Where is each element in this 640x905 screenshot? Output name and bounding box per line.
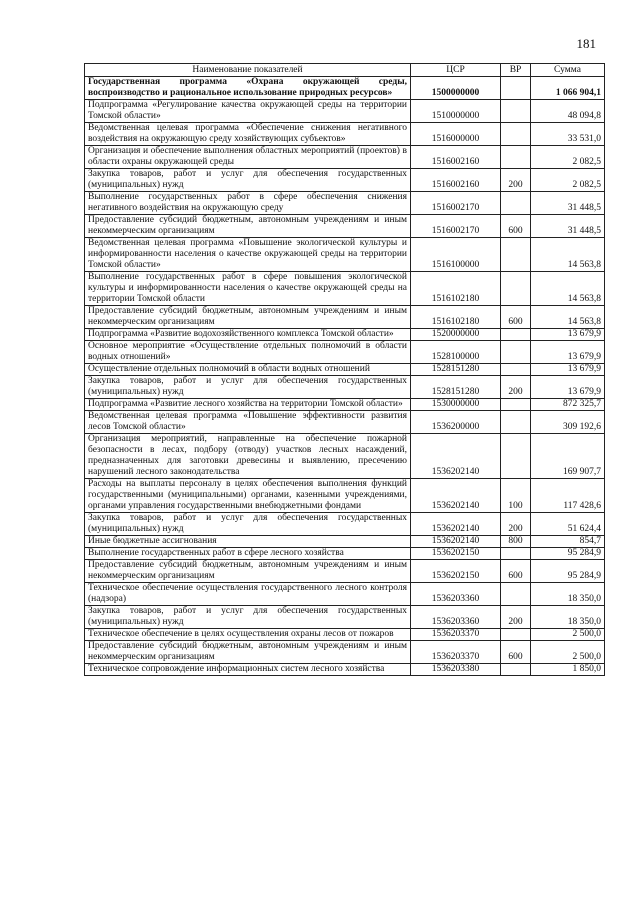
row-name-cell: Закупка товаров, работ и услуг для обеспечения государственных (муниципальных) нужд bbox=[85, 606, 411, 629]
row-csr-cell: 1500000000 bbox=[411, 77, 501, 100]
table-row bbox=[85, 169, 605, 192]
row-vr-cell: 200 bbox=[501, 606, 531, 629]
row-name-cell: Ведомственная целевая программа «Повышение экологической культуры и информированности населения о качестве окружающей среды на территории Томской области» bbox=[85, 238, 411, 272]
row-sum-cell: 31 448,5 bbox=[531, 192, 605, 215]
row-sum-cell: 2 082,5 bbox=[531, 169, 605, 192]
row-vr-cell bbox=[501, 100, 531, 123]
row-sum-cell: 169 907,7 bbox=[531, 434, 605, 479]
row-vr-cell bbox=[501, 583, 531, 606]
row-sum-cell: 33 531,0 bbox=[531, 123, 605, 146]
table-row bbox=[85, 376, 605, 399]
row-name-cell: Техническое обеспечение осуществления государственного лесного контроля (надзора) bbox=[85, 583, 411, 606]
row-vr-cell: 600 bbox=[501, 641, 531, 664]
table-row bbox=[85, 583, 605, 606]
row-sum-cell: 854,7 bbox=[531, 536, 605, 548]
table-row bbox=[85, 664, 605, 676]
row-sum-cell: 2 082,5 bbox=[531, 146, 605, 169]
row-vr-cell: 600 bbox=[501, 215, 531, 238]
row-vr-cell bbox=[501, 364, 531, 376]
row-name-cell: Подпрограмма «Развитие лесного хозяйства на территории Томской области» bbox=[85, 399, 411, 411]
row-name-cell: Выполнение государственных работ в сфере лесного хозяйства bbox=[85, 548, 411, 560]
row-sum-cell: 48 094,8 bbox=[531, 100, 605, 123]
row-sum-cell: 18 350,0 bbox=[531, 606, 605, 629]
row-vr-cell: 200 bbox=[501, 513, 531, 536]
row-csr-cell: 1516000000 bbox=[411, 123, 501, 146]
row-vr-cell: 200 bbox=[501, 376, 531, 399]
row-vr-cell bbox=[501, 434, 531, 479]
row-vr-cell: 200 bbox=[501, 169, 531, 192]
row-csr-cell: 1536202140 bbox=[411, 434, 501, 479]
row-sum-cell: 1 066 904,1 bbox=[531, 77, 605, 100]
row-vr-cell bbox=[501, 629, 531, 641]
row-vr-cell bbox=[501, 411, 531, 434]
row-csr-cell: 1528100000 bbox=[411, 341, 501, 364]
table-row bbox=[85, 146, 605, 169]
row-csr-cell: 1536203370 bbox=[411, 629, 501, 641]
table-row bbox=[85, 123, 605, 146]
row-sum-cell: 1 850,0 bbox=[531, 664, 605, 676]
table-row bbox=[85, 513, 605, 536]
table-row bbox=[85, 548, 605, 560]
row-sum-cell: 51 624,4 bbox=[531, 513, 605, 536]
table-row bbox=[85, 411, 605, 434]
column-header-csr: ЦСР bbox=[411, 64, 501, 77]
row-csr-cell: 1536203380 bbox=[411, 664, 501, 676]
row-csr-cell: 1536203370 bbox=[411, 641, 501, 664]
table-row bbox=[85, 329, 605, 341]
row-sum-cell: 872 325,7 bbox=[531, 399, 605, 411]
row-csr-cell: 1510000000 bbox=[411, 100, 501, 123]
row-vr-cell bbox=[501, 664, 531, 676]
table-row bbox=[85, 238, 605, 272]
row-csr-cell: 1536203360 bbox=[411, 606, 501, 629]
row-csr-cell: 1530000000 bbox=[411, 399, 501, 411]
row-name-cell: Предоставление субсидий бюджетным, автономным учреждениям и иным некоммерческим организациям bbox=[85, 641, 411, 664]
table-row bbox=[85, 192, 605, 215]
table-row bbox=[85, 364, 605, 376]
row-csr-cell: 1516102180 bbox=[411, 272, 501, 306]
row-name-cell: Выполнение государственных работ в сфере повышения экологической культуры и информированности населения о качестве окружающей среды на территории Томской области bbox=[85, 272, 411, 306]
row-name-cell: Организация и обеспечение выполнения областных мероприятий (проектов) в области охраны окружающей среды bbox=[85, 146, 411, 169]
row-vr-cell: 800 bbox=[501, 536, 531, 548]
row-vr-cell bbox=[501, 192, 531, 215]
table-row bbox=[85, 434, 605, 479]
row-sum-cell: 18 350,0 bbox=[531, 583, 605, 606]
row-name-cell: Ведомственная целевая программа «Повышение эффективности развития лесов Томской области» bbox=[85, 411, 411, 434]
row-vr-cell: 100 bbox=[501, 479, 531, 513]
row-csr-cell: 1536202140 bbox=[411, 479, 501, 513]
table-row bbox=[85, 606, 605, 629]
budget-table bbox=[84, 63, 605, 676]
row-vr-cell bbox=[501, 77, 531, 100]
column-header-sum: Сумма bbox=[531, 64, 605, 77]
row-vr-cell bbox=[501, 399, 531, 411]
table-row bbox=[85, 272, 605, 306]
table-row bbox=[85, 536, 605, 548]
row-name-cell: Выполнение государственных работ в сфере обеспечения снижения негативного воздействия на окружающую среду bbox=[85, 192, 411, 215]
row-csr-cell: 1520000000 bbox=[411, 329, 501, 341]
row-sum-cell: 2 500,0 bbox=[531, 641, 605, 664]
row-csr-cell: 1536202150 bbox=[411, 560, 501, 583]
row-sum-cell: 2 500,0 bbox=[531, 629, 605, 641]
row-sum-cell: 14 563,8 bbox=[531, 272, 605, 306]
row-name-cell: Расходы на выплаты персоналу в целях обеспечения выполнения функций государственными (муниципальными) органами, казенными учреждениями, органами управления государственными внебюджетными фондами bbox=[85, 479, 411, 513]
row-name-cell: Основное мероприятие «Осуществление отдельных полномочий в области водных отношений» bbox=[85, 341, 411, 364]
row-vr-cell: 600 bbox=[501, 306, 531, 329]
row-sum-cell: 13 679,9 bbox=[531, 341, 605, 364]
row-vr-cell: 600 bbox=[501, 560, 531, 583]
row-csr-cell: 1536202140 bbox=[411, 513, 501, 536]
row-sum-cell: 117 428,6 bbox=[531, 479, 605, 513]
table-row bbox=[85, 629, 605, 641]
table-row bbox=[85, 399, 605, 411]
table-row bbox=[85, 641, 605, 664]
row-name-cell: Предоставление субсидий бюджетным, автономным учреждениям и иным некоммерческим организациям bbox=[85, 560, 411, 583]
row-name-cell: Закупка товаров, работ и услуг для обеспечения государственных (муниципальных) нужд bbox=[85, 376, 411, 399]
row-csr-cell: 1516002160 bbox=[411, 146, 501, 169]
row-name-cell: Подпрограмма «Регулирование качества окружающей среды на территории Томской области» bbox=[85, 100, 411, 123]
row-sum-cell: 14 563,8 bbox=[531, 238, 605, 272]
row-sum-cell: 95 284,9 bbox=[531, 560, 605, 583]
row-sum-cell: 13 679,9 bbox=[531, 376, 605, 399]
table-row bbox=[85, 306, 605, 329]
row-sum-cell: 14 563,8 bbox=[531, 306, 605, 329]
row-name-cell: Закупка товаров, работ и услуг для обеспечения государственных (муниципальных) нужд bbox=[85, 169, 411, 192]
table-row bbox=[85, 77, 605, 100]
row-csr-cell: 1516002170 bbox=[411, 215, 501, 238]
row-csr-cell: 1536203360 bbox=[411, 583, 501, 606]
page-number: 181 bbox=[576, 36, 596, 51]
row-sum-cell: 13 679,9 bbox=[531, 364, 605, 376]
row-name-cell: Государственная программа «Охрана окружающей среды, воспроизводство и рациональное использование природных ресурсов» bbox=[85, 77, 411, 100]
row-vr-cell bbox=[501, 548, 531, 560]
table-row bbox=[85, 341, 605, 364]
row-csr-cell: 1516100000 bbox=[411, 238, 501, 272]
row-sum-cell: 95 284,9 bbox=[531, 548, 605, 560]
row-csr-cell: 1528151280 bbox=[411, 376, 501, 399]
row-csr-cell: 1516002160 bbox=[411, 169, 501, 192]
row-name-cell: Техническое обеспечение в целях осуществления охраны лесов от пожаров bbox=[85, 629, 411, 641]
row-vr-cell bbox=[501, 238, 531, 272]
table-row bbox=[85, 479, 605, 513]
row-csr-cell: 1516002170 bbox=[411, 192, 501, 215]
row-name-cell: Иные бюджетные ассигнования bbox=[85, 536, 411, 548]
row-csr-cell: 1528151280 bbox=[411, 364, 501, 376]
row-name-cell: Ведомственная целевая программа «Обеспечение снижения негативного воздействия на окружающую среду хозяйствующих субъектов» bbox=[85, 123, 411, 146]
column-header-name: Наименование показателей bbox=[85, 64, 411, 77]
row-name-cell: Техническое сопровождение информационных систем лесного хозяйства bbox=[85, 664, 411, 676]
table-row bbox=[85, 560, 605, 583]
row-sum-cell: 13 679,9 bbox=[531, 329, 605, 341]
row-name-cell: Подпрограмма «Развитие водохозяйственного комплекса Томской области» bbox=[85, 329, 411, 341]
table-header-row bbox=[85, 64, 605, 77]
row-name-cell: Организация мероприятий, направленные на обеспечение пожарной безопасности в лесах, подбору (отводу) участков лесных насаждений, предназначенных для заготовки древесины и выявлению, пресечению нарушений лесного законодательства bbox=[85, 434, 411, 479]
row-vr-cell bbox=[501, 329, 531, 341]
row-csr-cell: 1516102180 bbox=[411, 306, 501, 329]
row-vr-cell bbox=[501, 341, 531, 364]
table-row bbox=[85, 100, 605, 123]
row-csr-cell: 1536200000 bbox=[411, 411, 501, 434]
row-name-cell: Закупка товаров, работ и услуг для обеспечения государственных (муниципальных) нужд bbox=[85, 513, 411, 536]
table-body bbox=[85, 77, 605, 676]
row-name-cell: Предоставление субсидий бюджетным, автономным учреждениям и иным некоммерческим организациям bbox=[85, 306, 411, 329]
row-csr-cell: 1536202140 bbox=[411, 536, 501, 548]
row-sum-cell: 31 448,5 bbox=[531, 215, 605, 238]
row-vr-cell bbox=[501, 146, 531, 169]
column-header-vr: ВР bbox=[501, 64, 531, 77]
row-sum-cell: 309 192,6 bbox=[531, 411, 605, 434]
row-vr-cell bbox=[501, 272, 531, 306]
row-csr-cell: 1536202150 bbox=[411, 548, 501, 560]
row-name-cell: Предоставление субсидий бюджетным, автономным учреждениям и иным некоммерческим организациям bbox=[85, 215, 411, 238]
row-vr-cell bbox=[501, 123, 531, 146]
row-name-cell: Осуществление отдельных полномочий в области водных отношений bbox=[85, 364, 411, 376]
table-row bbox=[85, 215, 605, 238]
